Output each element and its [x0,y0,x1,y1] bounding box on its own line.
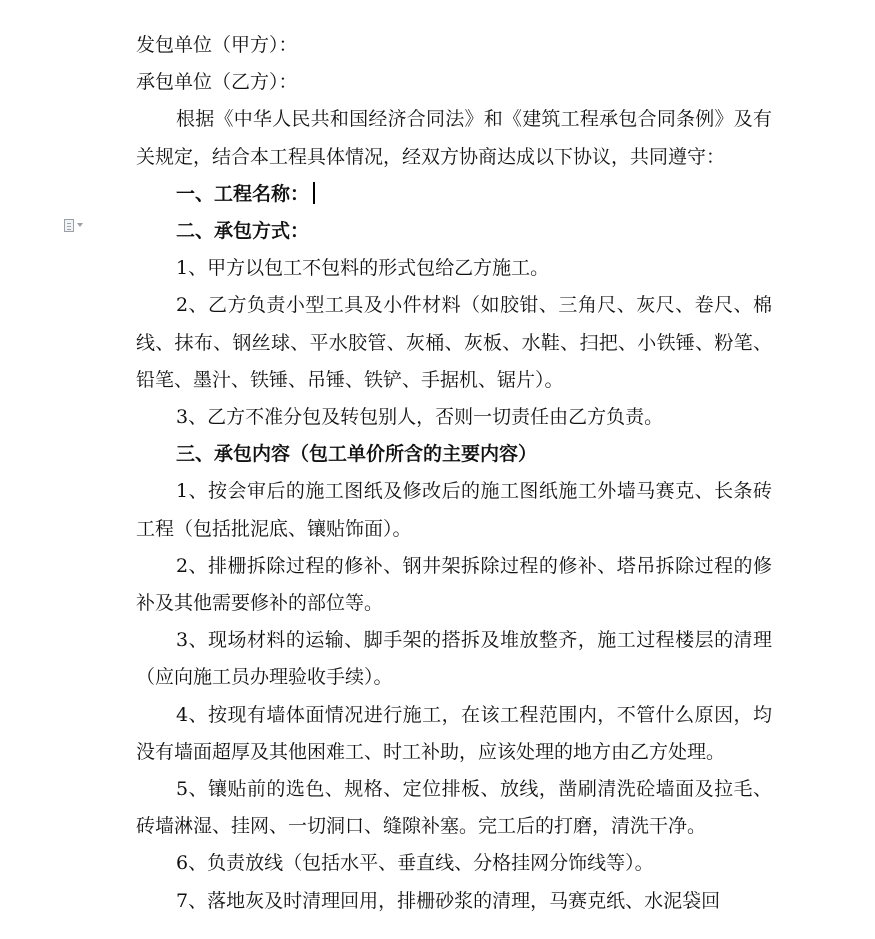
section-3-item-1: 1、按会审后的施工图纸及修改后的施工图纸施工外墙马赛克、长条砖工程（包括批泥底、镶贴饰面）。 [136,480,772,540]
section-2-item-2: 2、乙方负责小型工具及小件材料（如胶钳、三角尺、灰尺、卷尺、棉线、抹布、钢丝球、平水胶管、灰桶、灰板、水鞋、扫把、小铁锤、粉笔、铅笔、墨汁、铁锤、吊锤、铁铲、手据机、锯片）。 [136,294,772,391]
section-2-item-3: 3、乙方不准分包及转包别人，否则一切责任由乙方负责。 [176,406,664,429]
preamble-paragraph: 根据《中华人民共和国经济合同法》和《建筑工程承包合同条例》及有关规定，结合本工程具体情况，经双方协商达成以下协议，共同遵守： [136,108,772,168]
section-3-item-5: 5、镶贴前的选色、规格、定位排板、放线，凿刷清洗砼墙面及拉毛、砖墙淋湿、挂网、一切洞口、缝隙补塞。完工后的打磨，清洗干净。 [136,778,772,838]
section-3-item-4: 4、按现有墙体面情况进行施工，在该工程范围内，不管什么原因，均没有墙面超厚及其他困难工、时工补助，应该处理的地方由乙方处理。 [136,703,772,763]
section-3-item-6: 6、负责放线（包括水平、垂直线、分格挂网分饰线等）。 [176,852,654,875]
section-2-heading: 二、承包方式： [176,220,310,243]
section-3-item-2: 2、排栅拆除过程的修补、钢井架拆除过程的修补、塔吊拆除过程的修补及其他需要修补的部位等。 [136,554,772,615]
section-2-item-1: 1、甲方以包工不包料的形式包给乙方施工。 [176,257,550,280]
chevron-down-icon [77,223,83,227]
section-1-heading-text: 一、工程名称： [176,182,310,205]
document-icon [64,219,74,232]
text-cursor [313,182,315,204]
section-1-heading [136,176,772,213]
section-3-item-7: 7、落地灰及时清理回用，排栅砂浆的清理，马赛克纸、水泥袋回 [176,889,721,912]
section-3-item-3: 3、现场材料的运输、脚手架的搭拆及堆放整齐，施工过程楼层的清理（应向施工员办理验收手续）。 [136,629,772,689]
document-options-icon[interactable] [64,217,90,233]
document-body[interactable] [136,27,772,920]
party-a-line: 发包单位（甲方）： [136,34,298,56]
party-b-line: 承包单位（乙方）： [136,71,298,94]
section-3-heading: 三、承包内容（包工单价所含的主要内容） [176,443,538,466]
